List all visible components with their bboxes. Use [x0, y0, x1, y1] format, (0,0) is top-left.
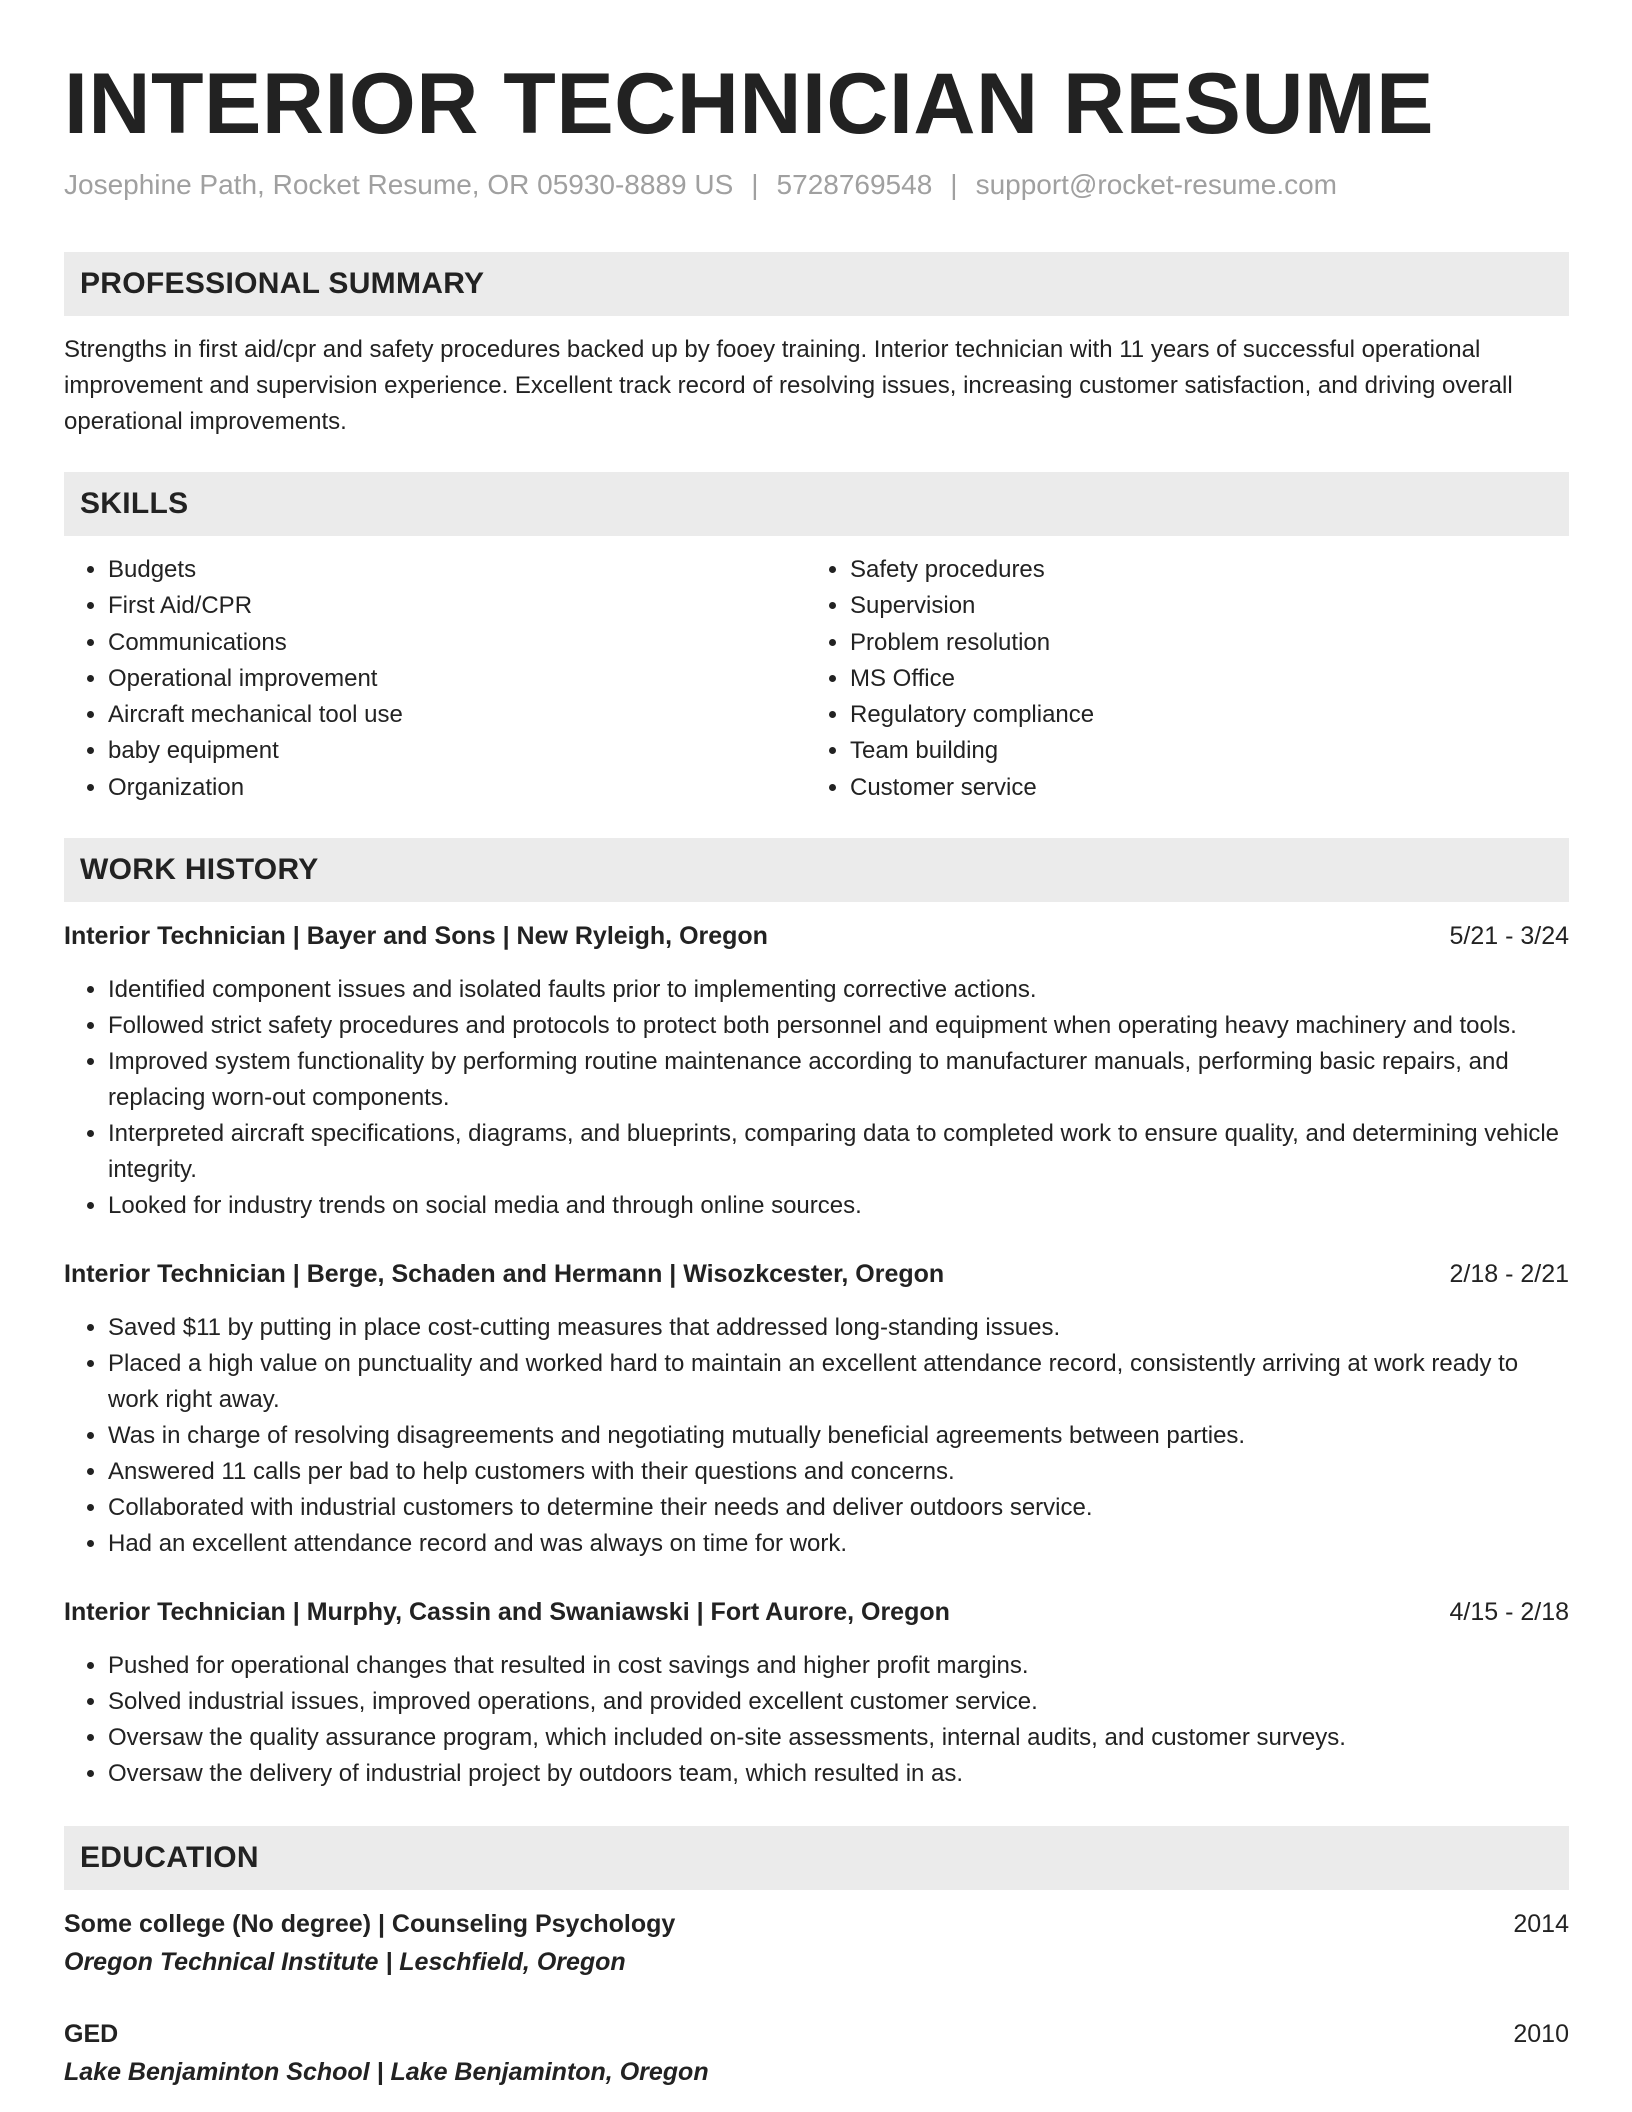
education-degree: Some college (No degree) | Counseling Psychology	[64, 1910, 676, 1939]
job-bullet: • Answered 11 calls per bad to help customers with their questions and concerns.	[108, 1454, 1569, 1490]
education-school: Lake Benjaminton School | Lake Benjaminton, Oregon	[64, 2058, 709, 2087]
skill-item: • Supervision	[850, 588, 1548, 624]
contact-phone: 5728769548	[776, 169, 933, 200]
contact-separator: |	[950, 169, 958, 200]
contact-email: support@rocket-resume.com	[975, 169, 1337, 200]
contact-separator: |	[751, 169, 759, 200]
job-bullet: • Was in charge of resolving disagreements and negotiating mutually beneficial agreements between parties.	[108, 1418, 1569, 1454]
job-dates: 5/21 - 3/24	[1449, 922, 1569, 951]
skill-item: • Regulatory compliance	[850, 697, 1548, 733]
contact-address: Josephine Path, Rocket Resume, OR 05930-8889 US	[64, 169, 734, 200]
skills-column-left	[64, 552, 806, 806]
job-header	[64, 1256, 1569, 1292]
skill-item: • MS Office	[850, 661, 1548, 697]
section-header-work-history: WORK HISTORY	[64, 838, 1569, 902]
job-bullet: • Collaborated with industrial customers to determine their needs and deliver outdoors service.	[108, 1490, 1569, 1526]
section-header-summary: PROFESSIONAL SUMMARY	[64, 252, 1569, 316]
job-dates: 4/15 - 2/18	[1449, 1598, 1569, 1627]
summary-text: Strengths in first aid/cpr and safety procedures backed up by fooey training. Interior technician with 11 years of successful operational improvement and supervision experience. Excellent track record of resolving issues, increasing customer satisfaction, and driving overall operational improvements.	[64, 336, 1513, 435]
job-dates: 2/18 - 2/21	[1449, 1260, 1569, 1289]
job-bullet: • Saved $11 by putting in place cost-cutting measures that addressed long-standing issues.	[108, 1310, 1569, 1346]
resume-title: INTERIOR TECHNICIAN RESUME	[64, 56, 1434, 152]
job-bullet: • Pushed for operational changes that resulted in cost savings and higher profit margins.	[108, 1648, 1569, 1684]
job-bullet: • Solved industrial issues, improved operations, and provided excellent customer service.	[108, 1684, 1569, 1720]
section-header-education: EDUCATION	[64, 1826, 1569, 1890]
resume-page	[64, 0, 1569, 2090]
job-title: Interior Technician | Bayer and Sons | New Ryleigh, Oregon	[64, 922, 768, 951]
skill-item: • Organization	[108, 770, 806, 806]
skill-item: • Communications	[108, 625, 806, 661]
skill-item: • First Aid/CPR	[108, 588, 806, 624]
job-bullet: • Improved system functionality by performing routine maintenance according to manufacturer manuals, performing basic repairs, and replacing worn-out components.	[108, 1044, 1569, 1116]
job-bullets	[64, 972, 1569, 1224]
job-bullet: • Placed a high value on punctuality and worked hard to maintain an excellent attendance record, consistently arriving at work ready to work right away.	[108, 1346, 1569, 1418]
skills-list	[64, 552, 1569, 806]
job-header	[64, 918, 1569, 954]
education-degree: GED	[64, 2020, 119, 2049]
education-header	[64, 1906, 1569, 1942]
skill-item: • Budgets	[108, 552, 806, 588]
skill-item: • Safety procedures	[850, 552, 1548, 588]
education-school: Oregon Technical Institute | Leschfield, Oregon	[64, 1948, 626, 1977]
job-title: Interior Technician | Murphy, Cassin and Swaniawski | Fort Aurore, Oregon	[64, 1598, 950, 1627]
job-bullets	[64, 1310, 1569, 1562]
job-bullet: • Looked for industry trends on social media and through online sources.	[108, 1188, 1569, 1224]
job-bullet: • Oversaw the quality assurance program, which included on-site assessments, internal audits, and customer surveys.	[108, 1720, 1569, 1756]
job-bullet: • Interpreted aircraft specifications, diagrams, and blueprints, comparing data to completed work to ensure quality, and determining vehicle integrity.	[108, 1116, 1569, 1188]
skill-item: • Team building	[850, 733, 1548, 769]
skill-item: • Problem resolution	[850, 625, 1548, 661]
job-bullet: • Identified component issues and isolated faults prior to implementing corrective actions.	[108, 972, 1569, 1008]
job-bullets	[64, 1648, 1569, 1792]
education-year: 2014	[1513, 1910, 1569, 1939]
education-header	[64, 2016, 1569, 2052]
job-bullet: • Oversaw the delivery of industrial project by outdoors team, which resulted in as.	[108, 1756, 1569, 1792]
job-bullet: • Followed strict safety procedures and protocols to protect both personnel and equipment when operating heavy machinery and tools.	[108, 1008, 1569, 1044]
skills-column-right	[806, 552, 1548, 806]
skill-item: • Customer service	[850, 770, 1548, 806]
skill-item: • Aircraft mechanical tool use	[108, 697, 806, 733]
job-header	[64, 1594, 1569, 1630]
education-year: 2010	[1513, 2020, 1569, 2049]
contact-line	[64, 168, 1569, 202]
section-header-skills: SKILLS	[64, 472, 1569, 536]
skill-item: • baby equipment	[108, 733, 806, 769]
job-bullet: • Had an excellent attendance record and was always on time for work.	[108, 1526, 1569, 1562]
skill-item: • Operational improvement	[108, 661, 806, 697]
job-title: Interior Technician | Berge, Schaden and Hermann | Wisozkcester, Oregon	[64, 1260, 945, 1289]
